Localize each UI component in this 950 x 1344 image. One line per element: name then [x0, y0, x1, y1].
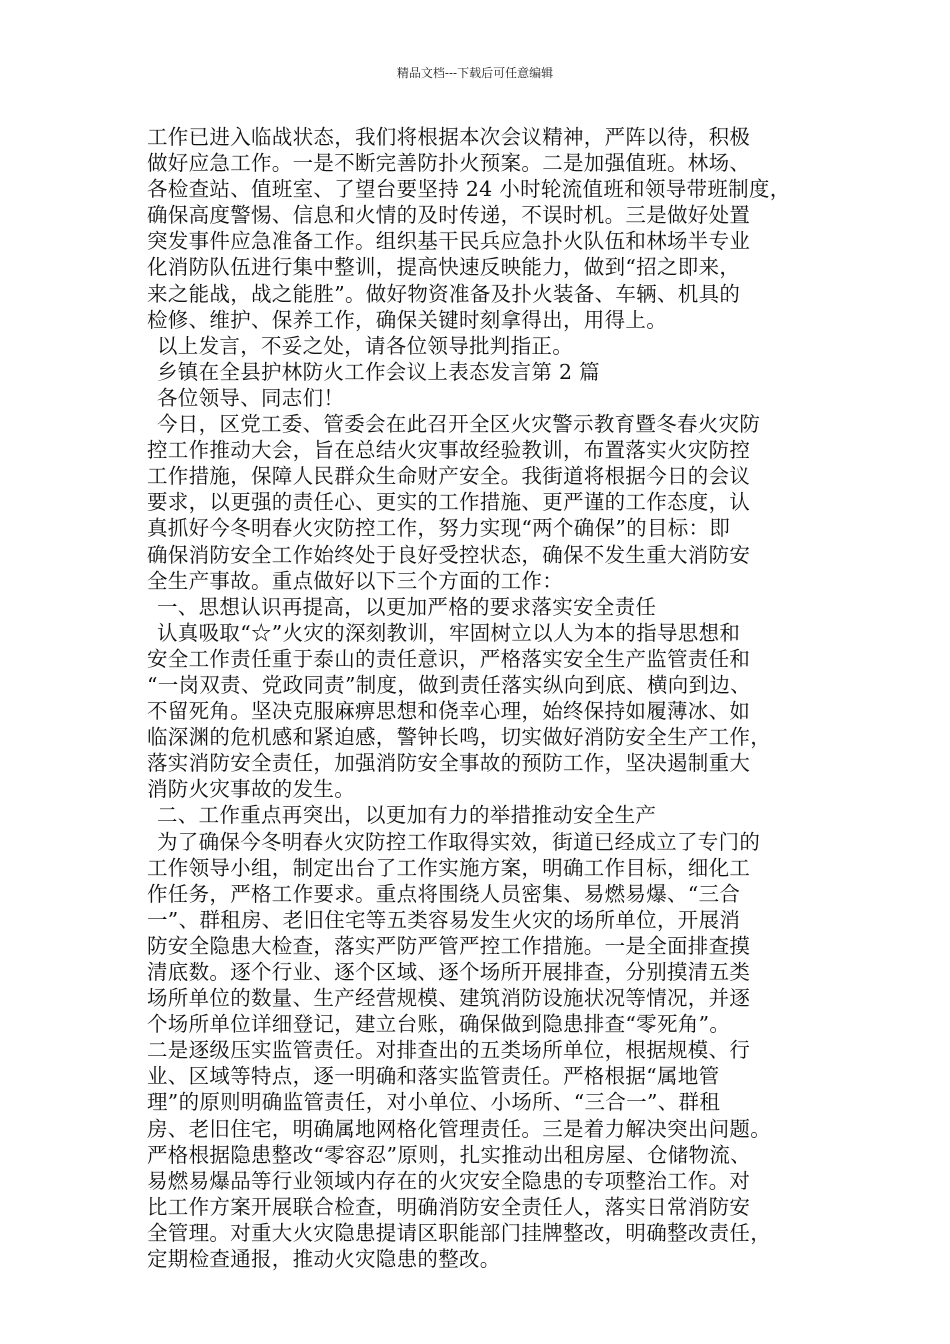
- text-line: 全生产事故。重点做好以下三个方面的工作：: [147, 568, 563, 593]
- text-line: 检修、维护、保养工作，确保关键时刻拿得出，用得上。: [147, 307, 667, 332]
- text-line: 防安全隐患大检查，落实严防严管严控工作措施。一是全面排查摸: [147, 933, 751, 958]
- document-body: [147, 124, 807, 1272]
- text-line: 安全工作责任重于泰山的责任意识，严格落实安全生产监管责任和: [147, 646, 751, 671]
- section-title: 乡镇在全县护林防火工作会议上表态发言第 2 篇: [157, 359, 600, 384]
- text-line: 今日，区党工委、管委会在此召开全区火灾警示教育暨冬春火灾防: [157, 412, 761, 437]
- text-line: 确保高度警惕、信息和火情的及时传递，不误时机。三是做好处置: [147, 203, 751, 228]
- text-line: 工作领导小组，制定出台了工作实施方案，明确工作目标，细化工: [147, 855, 751, 880]
- text-line: 各检查站、值班室、了望台要坚持 24 小时轮流值班和领导带班制度，: [147, 177, 791, 202]
- text-line: “一岗双责、党政同责”制度，做到责任落实纵向到底、横向到边、: [147, 672, 751, 697]
- text-line: 真抓好今冬明春火灾防控工作，努力实现“两个确保”的目标：即: [147, 516, 731, 541]
- subheading-1: 一、思想认识再提高，以更加严格的要求落实安全责任: [157, 594, 657, 619]
- text-line: 确保消防安全工作始终处于良好受控状态，确保不发生重大消防安: [147, 542, 751, 567]
- text-line: 突发事件应急准备工作。组织基干民兵应急扑火队伍和林场半专业: [147, 229, 751, 254]
- text-line: 落实消防安全责任，加强消防安全事故的预防工作，坚决遏制重大: [147, 751, 751, 776]
- text-line: 控工作推动大会，旨在总结火灾事故经验教训，布置落实火灾防控: [147, 438, 751, 463]
- closing-remark: 以上发言，不妥之处，请各位领导批判指正。: [157, 333, 573, 358]
- subheading-2: 二、工作重点再突出，以更加有力的举措推动安全生产: [157, 803, 657, 828]
- text-line: 做好应急工作。一是不断完善防扑火预案。二是加强值班。林场、: [147, 151, 751, 176]
- text-line: 认真吸取“☆”火灾的深刻教训，牢固树立以人为本的指导思想和: [157, 620, 741, 645]
- text-line: 来之能战，战之能胜”。做好物资准备及扑火装备、车辆、机具的: [147, 281, 741, 306]
- text-line: 一”、群租房、老旧住宅等五类容易发生火灾的场所单位，开展消: [147, 907, 741, 932]
- text-line: 清底数。逐个行业、逐个区域、逐个场所开展排查，分别摸清五类: [147, 960, 751, 984]
- page-header: 精品文档---下载后可任意编辑: [396, 66, 554, 80]
- text-line: 消防火灾事故的发生。: [147, 777, 355, 802]
- text-line: 严格根据隐患整改“零容忍”原则，扎实推动出租房屋、仓储物流、: [147, 1142, 751, 1167]
- text-line: 全管理。对重大火灾隐患提请区职能部门挂牌整改，明确整改责任，: [147, 1220, 771, 1245]
- text-line: 个场所单位详细登记，建立台账，确保做到隐患排查“零死角”。: [147, 1012, 731, 1037]
- text-line: 二是逐级压实监管责任。对排查出的五类场所单位，根据规模、行: [147, 1038, 751, 1063]
- text-line: 不留死角。坚决克服麻痹思想和侥幸心理，始终保持如履薄冰、如: [147, 699, 751, 724]
- text-line: 房、老旧住宅，明确属地网格化管理责任。三是着力解决突出问题。: [147, 1116, 771, 1141]
- text-line: 比工作方案开展联合检查，明确消防安全责任人，落实日常消防安: [147, 1194, 751, 1219]
- text-line: 工作措施，保障人民群众生命财产安全。我街道将根据今日的会议: [147, 464, 751, 489]
- text-line: 工作已进入临战状态，我们将根据本次会议精神，严阵以待，积极: [147, 125, 751, 149]
- text-line: 理”的原则明确监管责任，对小单位、小场所、“三合一”、群租: [147, 1090, 721, 1115]
- salutation: 各位领导、同志们！: [157, 385, 345, 410]
- text-line: 为了确保今冬明春火灾防控工作取得实效，街道已经成立了专门的: [157, 829, 761, 854]
- text-line: 化消防队伍进行集中整训，提高快速反映能力，做到“招之即来，: [147, 255, 741, 280]
- text-line: 临深渊的危机感和紧迫感，警钟长鸣，切实做好消防安全生产工作，: [147, 725, 771, 750]
- text-line: 定期检查通报，推动火灾隐患的整改。: [147, 1247, 501, 1272]
- text-line: 易燃易爆品等行业领域内存在的火灾安全隐患的专项整治工作。对: [147, 1168, 751, 1193]
- text-line: 场所单位的数量、生产经营规模、建筑消防设施状况等情况，并逐: [147, 986, 751, 1011]
- text-line: 业、区域等特点，逐一明确和落实监管责任。严格根据“属地管: [147, 1064, 720, 1089]
- text-line: 作任务，严格工作要求。重点将围绕人员密集、易燃易爆、“三合: [147, 881, 741, 906]
- text-line: 要求，以更强的责任心、更实的工作措施、更严谨的工作态度，认: [147, 490, 751, 515]
